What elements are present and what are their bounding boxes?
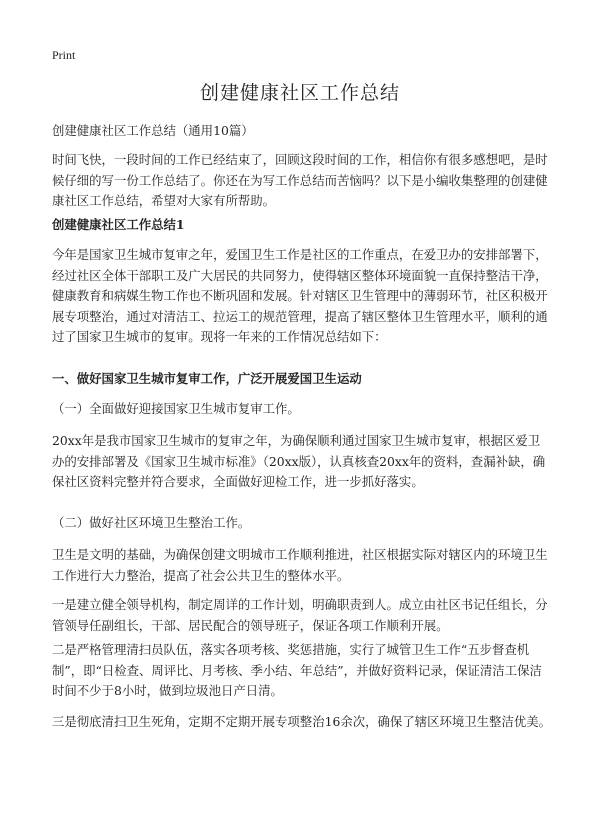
- subsection-2-paragraph: 卫生是文明的基础，为确保创建文明城市工作顺利推进，社区根据实际对辖区内的环境卫生工作进行大力整治，提高了社会公共卫生的整体水平。: [52, 547, 548, 583]
- intro-paragraph: 时间飞快，一段时间的工作已经结束了，回顾这段时间的工作，相信你有很多感想吧，是时候仔细的写一份工作总结了。你还在为写工作总结而苦恼吗？以下是小编收集整理的创建健康社区工作总结，希望对大家有所帮助。: [52, 152, 548, 208]
- subsection-1-paragraph: 20xx年是我市国家卫生城市的复审之年，为确保顺利通过国家卫生城市复审，根据区爱卫办的安排部署及《国家卫生城市标准》（20xx版），认真核查20xx年的资料，查漏补缺，确保社区资料完整并符合要求，全面做好迎检工作，进一步抓好落实。: [52, 433, 546, 489]
- point-1-paragraph: 一是建立健全领导机构，制定周详的工作计划，明确职责到人。成立由社区书记任组长，分管领导任副组长，干部、居民配合的领导班子，保证各项工作顺利开展。: [52, 597, 548, 633]
- subsection-1-heading: （一）全面做好迎接国家卫生城市复审工作。: [52, 401, 300, 416]
- section-heading-1: 创建健康社区工作总结1: [52, 217, 185, 232]
- point-2-paragraph: 二是严格管理清扫员队伍，落实各项考核、奖惩措施，实行了城管卫生工作“五步督查机制”，即“日检查、周评比、月考核、季小结、年总结”，并做好资料记录，保证清洁工保洁时间不少于8小时，做到垃圾池日产日清。: [52, 642, 542, 698]
- subsection-2-heading: （二）做好社区环境卫生整治工作。: [52, 515, 251, 530]
- section-1-paragraph: 今年是国家卫生城市复审之年，爱国卫生工作是社区的工作重点，在爱卫办的安排部署下，经过社区全体干部职工及广大居民的共同努力，使得辖区整体环境面貌一直保持整洁干净，健康教育和病媒生物工作也不断巩固和发展。针对辖区卫生管理中的薄弱环节，社区积极开展专项整治，通过对清洁工、拉运工的规范管理，提高了辖区整体卫生管理水平，顺利的通过了国家卫生城市的复审。现将一年来的工作情况总结如下：: [52, 247, 548, 344]
- print-link[interactable]: Print: [52, 48, 76, 62]
- part-1-heading: 一、做好国家卫生城市复审工作，广泛开展爱国卫生运动: [52, 371, 362, 386]
- document-title: 创建健康社区工作总结: [199, 82, 400, 104]
- point-3-paragraph: 三是彻底清扫卫生死角，定期不定期开展专项整治16余次，确保了辖区环境卫生整洁优美。: [52, 714, 552, 729]
- document-subtitle: 创建健康社区工作总结（通用10篇）: [52, 123, 254, 138]
